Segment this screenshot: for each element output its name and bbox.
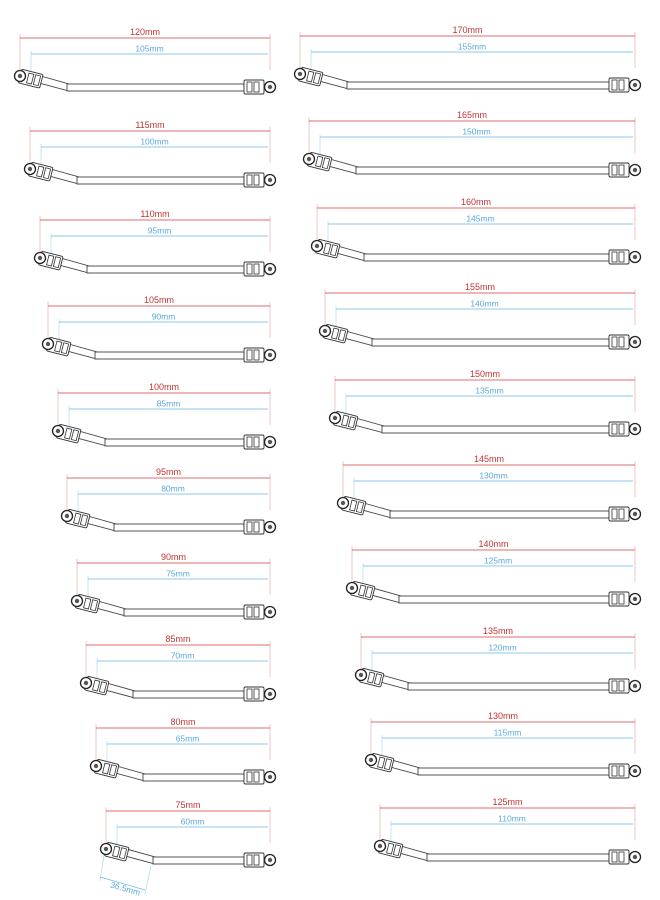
overall-length-label: 75mm (175, 800, 201, 810)
link-part (43, 337, 276, 362)
overall-length-label: 135mm (482, 626, 514, 636)
inner-length-label: 145mm (466, 213, 495, 224)
link-part (304, 152, 641, 177)
link-part (91, 759, 276, 784)
link-right-6 (338, 454, 641, 521)
link-left-6 (62, 467, 276, 534)
overall-length-label: 150mm (469, 369, 501, 379)
link-part (295, 67, 641, 92)
overall-length-label: 110mm (140, 209, 170, 219)
bend-length-label: 36.5mm (109, 879, 142, 898)
link-left-8 (81, 634, 276, 701)
link-right-3 (312, 197, 641, 264)
link-right-9 (366, 711, 641, 778)
link-right-2 (304, 110, 641, 177)
link-right-7 (347, 539, 641, 606)
link-part (101, 842, 276, 867)
link-part (320, 324, 641, 349)
link-part (347, 581, 641, 606)
inner-length-label: 125mm (483, 555, 513, 566)
link-left-2 (25, 120, 276, 187)
inner-length-label: 85mm (156, 398, 181, 409)
inner-length-label: 95mm (147, 225, 172, 236)
overall-length-label: 90mm (160, 552, 187, 562)
link-right-8 (356, 626, 641, 693)
inner-length-label: 130mm (479, 470, 508, 481)
inner-length-label: 75mm (166, 568, 190, 579)
overall-length-label: 165mm (456, 110, 488, 120)
overall-length-label: 115mm (135, 120, 165, 130)
link-left-3 (35, 209, 276, 276)
inner-length-label: 135mm (475, 385, 504, 396)
inner-length-label: 65mm (175, 733, 200, 744)
link-right-4 (320, 282, 641, 349)
overall-length-label: 130mm (487, 711, 519, 721)
link-part (35, 251, 276, 276)
link-part (15, 69, 276, 94)
link-part (25, 162, 276, 187)
inner-length-label: 155mm (457, 41, 487, 52)
overall-length-label: 95mm (155, 467, 182, 477)
link-part (356, 668, 641, 693)
inner-length-label: 110mm (498, 813, 526, 824)
inner-length-label: 60mm (180, 816, 205, 827)
link-part (338, 496, 641, 521)
link-part (62, 509, 276, 534)
inner-length-label: 105mm (135, 43, 164, 54)
link-part (366, 753, 641, 778)
overall-length-label: 125mm (492, 797, 523, 807)
link-part (53, 424, 276, 449)
inner-length-label: 70mm (170, 650, 195, 661)
link-left-9 (91, 717, 276, 784)
overall-length-label: 80mm (170, 717, 196, 727)
link-right-1 (295, 25, 641, 92)
inner-length-label: 90mm (151, 311, 176, 322)
link-right-5 (330, 369, 641, 436)
inner-length-label: 120mm (488, 642, 517, 653)
inner-length-label: 80mm (161, 483, 185, 494)
inner-length-label: 115mm (493, 727, 522, 738)
link-left-4 (43, 295, 276, 362)
link-left-10 (101, 800, 276, 867)
overall-length-label: 145mm (473, 454, 505, 464)
link-part (72, 594, 276, 619)
overall-length-label: 100mm (148, 382, 180, 392)
inner-length-label: 150mm (462, 126, 491, 137)
link-right-10 (375, 797, 641, 864)
link-part (312, 239, 641, 264)
link-left-1 (15, 27, 276, 94)
inner-length-label: 100mm (140, 136, 169, 147)
link-part (375, 839, 641, 864)
overall-length-label: 105mm (143, 295, 175, 305)
link-part (330, 411, 641, 436)
overall-length-label: 160mm (460, 197, 492, 207)
overall-length-label: 170mm (452, 25, 483, 35)
overall-length-label: 85mm (165, 634, 191, 644)
link-left-5 (53, 382, 276, 449)
overall-length-label: 120mm (129, 27, 161, 37)
inner-length-label: 140mm (470, 298, 499, 309)
link-left-7 (72, 552, 276, 619)
overall-length-label: 140mm (478, 539, 509, 549)
bend-dimension (100, 855, 151, 898)
overall-length-label: 155mm (464, 282, 496, 292)
link-part (81, 676, 276, 701)
